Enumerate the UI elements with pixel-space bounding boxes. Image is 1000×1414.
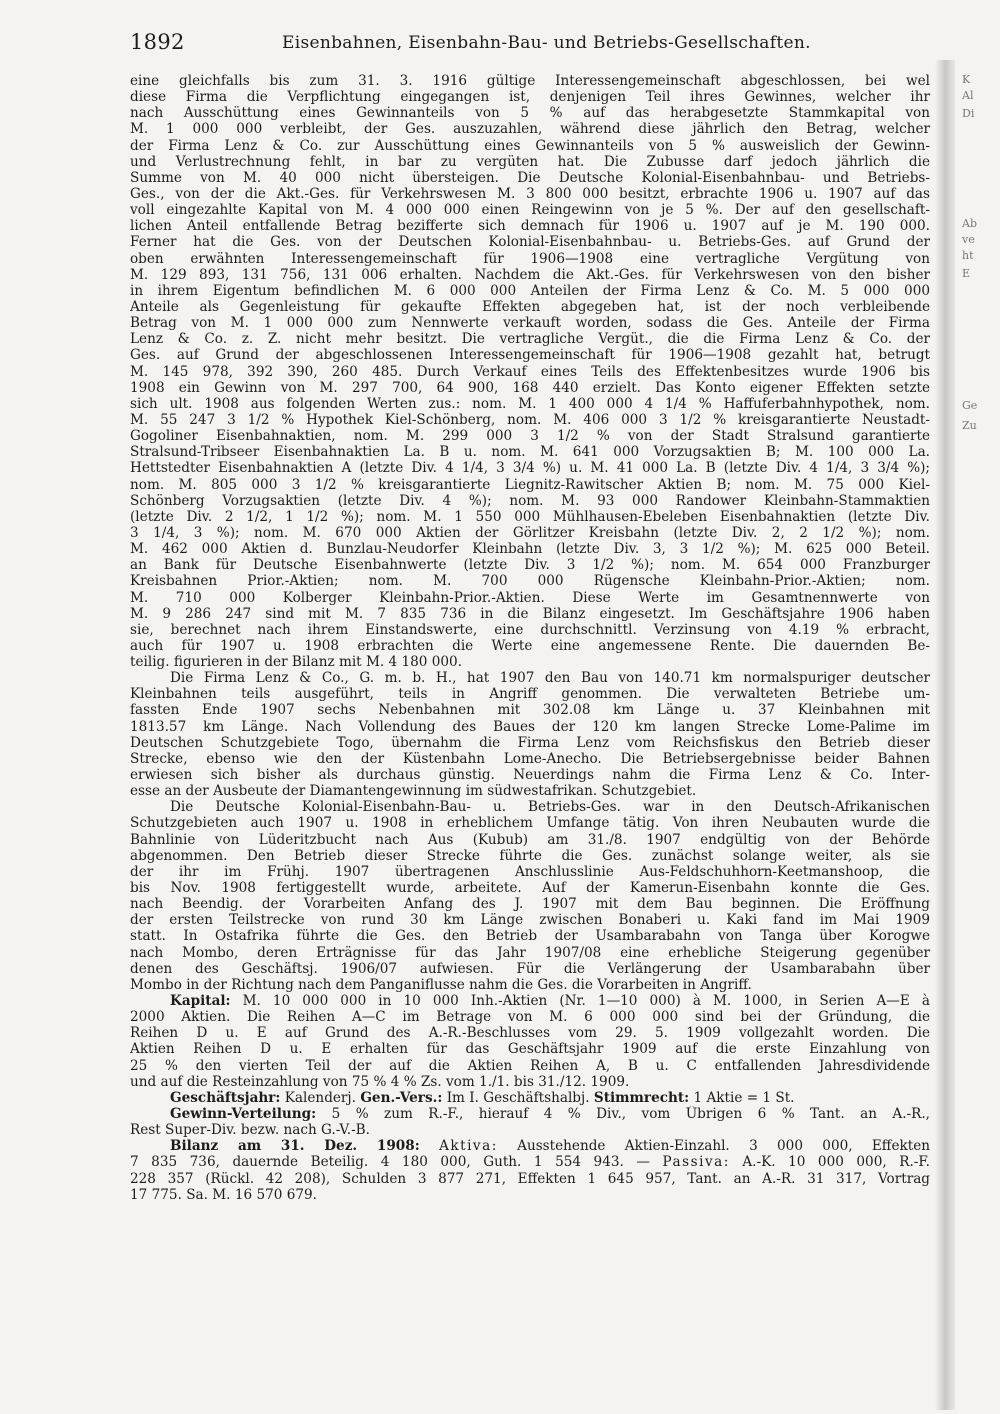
text-line: abgenommen. Den Betrieb dieser Strecke führte die Ges. zunächst solange weiter, als sie (130, 847, 930, 864)
text-line: M. 1 000 000 verbleibt, der Ges. auszuzahlen, während diese jährlich den Betrag, welcher (130, 121, 930, 138)
voting-rights-value: 1 Aktie = 1 St. (693, 1089, 795, 1106)
margin-fragment: Zu (962, 419, 977, 432)
text-line: der ersten Teilstrecke von rund 30 km Länge zwischen Bonaberi u. Kaki fand im Mai 1909 (130, 912, 930, 929)
text-line: nach Mombo, deren Erträgnisse für das Jahr 1907/08 eine erhebliche Steigerung gegenüber (130, 944, 930, 961)
text-line: Ges., von der die Akt.-Ges. für Verkehrswesen M. 3 800 000 besitzt, erbrachte 1906 u. 1907 auf das (130, 185, 930, 202)
page-header (130, 26, 930, 56)
margin-fragment: Di (962, 107, 975, 120)
text-line: und Verlustrechnung fehlt, in bar zu vergüten hat. Die Zubusse darf jedoch jährlich die (130, 153, 930, 170)
capital-text: M. 10 000 000 in 10 000 Inh.-Aktien (Nr. 1—10 000) à M. 1000, in Serien A—E à (242, 993, 930, 1010)
margin-fragment: Ab (962, 217, 977, 230)
text-line: oben erwähnten Interessengemeinschaft für 1906—1908 eine vertragliche Vergütung von (130, 250, 930, 267)
profit-distribution-line (130, 1106, 930, 1122)
fiscal-year-label: Geschäftsjahr: (170, 1089, 281, 1106)
balance-sheet-line (130, 1138, 930, 1154)
text-line: M. 145 978, 392 390, 260 485. Durch Verkauf eines Teils des Effektenbesitzes wurde 1906 bis (130, 363, 930, 380)
text-line: 1813.57 km Länge. Nach Vollendung des Baues der 120 km langen Strecke Lome-Palime im (130, 718, 930, 735)
text-line: nom. M. 805 000 3 1/2 % kreisgarantierte Liegnitz-Rawitscher Aktien B; nom. M. 75 000 Kiel- (130, 476, 930, 493)
text-line: Die Firma Lenz & Co., G. m. b. H., hat 1907 den Bau von 140.71 km normalspuriger deutscher (170, 670, 930, 687)
text-line: Schutzgebieten auch 1907 u. 1908 in erheblichem Umfange tätig. Von ihren Neubauten wurde die (130, 815, 930, 832)
running-title: Eisenbahnen, Eisenbahn-Bau- und Betriebs-Gesellschaften. (282, 33, 811, 53)
text-line: Mombo in der Richtung nach dem Panganiflusse nahm die Ges. die Vorarbeiten in Angriff. (130, 976, 752, 993)
text-line: denen des Geschäftsj. 1906/07 aufwiesen. Für die Verlängerung der Usambarabahn über (130, 960, 930, 977)
profit-distribution-label: Gewinn-Verteilung: (170, 1106, 317, 1122)
text-line: 1908 ein Gewinn von M. 297 700, 64 900, 168 440 erzielt. Das Konto eigener Effekten setzte (130, 379, 930, 396)
text-line: und auf die Resteinzahlung von 75 % 4 % Zs. vom 1./1. bis 31./12. 1909. (130, 1073, 630, 1090)
capital-label: Kapital: (170, 993, 231, 1010)
text-line: erwiesen sich bisher als durchaus günstig. Neuerdings nahm die Firma Lenz & Co. Inter- (130, 767, 930, 784)
adjacent-page-fragments (952, 70, 1000, 450)
text-line: Strecke, ebenso wie den der Küstenbahn Lome-Anecho. Die Betriebsergebnisse beider Bahnen (130, 750, 930, 767)
text-line: Kreisbahnen Prior.-Aktien; nom. M. 700 000 Rügensche Kleinbahn-Prior.-Aktien; nom. (130, 573, 930, 590)
liabilities-label: Passiva: (662, 1154, 730, 1171)
general-meeting-value: Im I. Geschäftshalbj. (446, 1089, 590, 1106)
text-line: 2000 Aktien. Die Reihen A—C im Betrage von M. 6 000 000 sind bei der Gründung, die (130, 1009, 930, 1026)
text-line: lichen Anteil entfallende Betrag bezifferte sich demnach für 1906 u. 1907 auf je M. 190 000. (130, 218, 930, 235)
margin-fragment: ve (962, 233, 975, 246)
margin-fragment: E (962, 267, 971, 280)
article-body (130, 73, 930, 1203)
fiscal-year-value: Kalenderj. (284, 1089, 356, 1106)
margin-fragment: Al (962, 89, 974, 102)
text-line: nach Ausschüttung eines Gewinnanteils von 5 % auf das herabgesetzte Stammkapital von (130, 105, 930, 122)
text-line: Ges. auf Grund der abgeschlossenen Interessengemeinschaft für 1906—1908 gezahlt hat, betrugt (130, 347, 930, 364)
text-line: M. 9 286 247 sind mit M. 7 835 736 in die Bilanz eingesetzt. Im Geschäftsjahre 1906 haben (130, 605, 930, 622)
fiscal-info-line (130, 1090, 930, 1106)
text-line: esse an der Ausbeute der Diamantengewinnung im südwestafrikan. Schutzgebiet. (130, 783, 697, 800)
text-line: Bahnlinie von Lüderitzbucht nach Aus (Kubub) am 31./8. 1907 endgültig von der Behörde (130, 831, 930, 848)
text-line: (letzte Div. 2 1/2, 1 1/2 %); nom. M. 1 550 000 Mühlhausen-Ebeleben Eisenbahnaktien (letzte Div. (130, 508, 930, 525)
margin-fragment: Ge (962, 399, 978, 412)
text-line: M. 710 000 Kolberger Kleinbahn-Prior.-Aktien. Diese Werte im Gesamtnennwerte von (130, 589, 930, 606)
text-line: in ihrem Eigentum befindlichen M. 6 000 000 Anteilen der Firma Lenz & Co. M. 5 000 000 (130, 282, 930, 299)
margin-fragment: ht (962, 249, 974, 262)
assets-text-cont: 7 835 736, dauernde Beteilig. 4 180 000, Guth. 1 554 943. — (130, 1154, 650, 1171)
text-line: fassten Ende 1907 sechs Nebenbahnen mit 302.08 km Länge u. 37 Kleinbahnen mit (130, 702, 930, 719)
text-line: Anteile als Gegenleistung für gekaufte Effekten abgegeben hat, ist der noch verbleibende (130, 298, 930, 315)
text-line: 25 % den vierten Teil der auf die Aktien Reihen A, B u. C entfallenden Jahresdividende (130, 1057, 930, 1074)
voting-rights-label: Stimmrecht: (593, 1089, 690, 1106)
text-line: Betrag von M. 1 000 000 zum Nennwerte verkauft worden, sodass die Ges. Anteile der Firma (130, 315, 930, 332)
text-line: Schönberg Vorzugsaktien (letzte Div. 4 %); nom. M. 93 000 Randower Kleinbahn-Stammaktien (130, 492, 930, 509)
text-line: Stralsund-Tribseer Eisenbahnaktien La. B u. nom. M. 641 000 Vorzugsaktien B; M. 100 000 La. (130, 444, 930, 461)
text-line: teilig. figurieren in der Bilanz mit M. 4 180 000. (130, 654, 463, 671)
profit-distribution-text: 5 % zum R.-F., hierauf 4 % Div., vom Übrigen 6 % Tant. an A.-R., (331, 1106, 930, 1122)
text-line: Hettstedter Eisenbahnaktien A (letzte Div. 4 1/4, 3 3/4 %) u. M. 41 000 La. B (letzte Div. 4 1/4, 3 3/4 %); (130, 460, 930, 477)
capital-section (130, 993, 930, 1009)
assets-label: Aktiva: (439, 1138, 498, 1155)
margin-fragment: K (962, 73, 971, 86)
text-line: 228 357 (Rückl. 42 208), Schulden 3 877 271, Effekten 1 645 957, Tant. an A.-R. 31 317, Vortrag (130, 1170, 930, 1187)
text-line: 17 775. Sa. M. 16 570 679. (130, 1186, 317, 1203)
text-line: nach Beendig. der Vorarbeiten Anfang des J. 1907 mit dem Bau beginnen. Die Eröffnung (130, 896, 930, 913)
text-line: eine gleichfalls bis zum 31. 3. 1916 gültige Interessengemeinschaft abgeschlossen, bei wel (130, 73, 930, 89)
assets-text: Ausstehende Aktien-Einzahl. 3 000 000, Effekten (517, 1138, 930, 1155)
text-line: bis Nov. 1908 fertiggestellt wurde, arbeitete. Auf der Kamerun-Eisenbahn konnte die Ges. (130, 880, 930, 897)
text-line: voll eingezahlte Kapital von M. 4 000 000 einen Reingewinn von je 5 %. Der auf den gesellschaft- (130, 202, 930, 219)
text-line: 3 1/4, 3 %); nom. M. 670 000 Aktien der Görlitzer Kreisbahn (letzte Div. 2, 2 1/2 %); nom. (130, 524, 930, 541)
text-line: Die Deutsche Kolonial-Eisenbahn-Bau- u. Betriebs-Ges. war in den Deutsch-Afrikanischen (170, 799, 930, 816)
text-line: Summe von M. 40 000 nicht übersteigen. Die Deutsche Kolonial-Eisenbahnbau- und Betriebs- (130, 169, 930, 186)
text-line: M. 55 247 3 1/2 % Hypothek Kiel-Schönberg, nom. M. 406 000 3 1/2 % kreisgarantierte Neustadt- (130, 411, 930, 428)
page-number: 1892 (130, 30, 185, 54)
text-line: Ferner hat die Ges. von der Deutschen Kolonial-Eisenbahnbau- u. Betriebs-Ges. auf Grund der (130, 234, 930, 251)
text-line: Gogoliner Eisenbahnaktien, nom. M. 299 000 3 1/2 % von der Stadt Stralsund garantierte (130, 428, 930, 445)
balance-sheet-line (130, 1154, 930, 1170)
text-line: Kleinbahnen teils ausgeführt, teils in Angriff genommen. Die verwalteten Betriebe um- (130, 686, 930, 703)
balance-sheet-label: Bilanz am 31. Dez. 1908: (170, 1138, 420, 1155)
text-line: diese Firma die Verpflichtung eingegangen ist, denjenigen Teil ihres Gewinnes, welcher ihr (130, 89, 930, 106)
text-line: Aktien Reihen D u. E erhalten für das Geschäftsjahr 1909 auf die erste Einzahlung von (130, 1041, 930, 1058)
text-line: M. 129 893, 131 756, 131 006 erhalten. Nachdem die Akt.-Ges. für Verkehrswesen von den bisher (130, 266, 930, 283)
text-line: Lenz & Co. z. Z. nicht mehr besitzt. Die vertragliche Vergüt., die die Firma Lenz & Co. der (130, 331, 930, 348)
text-line: der ihr im Frühj. 1907 übertragenen Anschlusslinie Aus-Feldschuhhorn-Keetmanshoop, die (130, 863, 930, 880)
text-line: an Bank für Deutsche Eisenbahnwerte (letzte Div. 3 1/2 %); nom. M. 654 000 Franzburger (130, 557, 930, 574)
text-line: der Firma Lenz & Co. zur Ausschüttung eines Gewinnanteils von 5 % ausweislich der Gewinn- (130, 137, 930, 154)
general-meeting-label: Gen.-Vers.: (360, 1089, 443, 1106)
text-line: sie, berechnet nach ihrem Einstandswerte, eine durchschnittl. Verzinsung von 4.19 % erbracht, (130, 621, 930, 638)
text-line: M. 462 000 Aktien d. Bunzlau-Neudorfer Kleinbahn (letzte Div. 3, 3 1/2 %); M. 625 000 Beteil. (130, 541, 930, 558)
text-line: sich ult. 1908 aus folgenden Werten zus.: nom. M. 1 400 000 4 1/4 % Haffuferbahnhypothek, nom. (130, 395, 930, 412)
text-line: Reihen D u. E auf Grund des A.-R.-Beschlusses vom 29. 5. 1909 vollgezahlt worden. Die (130, 1025, 930, 1042)
liabilities-text: A.-K. 10 000 000, R.-F. (742, 1154, 930, 1171)
text-line: Deutschen Schutzgebiete Togo, übernahm die Firma Lenz vom Reichsfiskus den Betrieb dieser (130, 734, 930, 751)
text-line: Rest Super-Div. bezw. nach G.-V.-B. (130, 1122, 370, 1139)
text-line: auch für 1907 u. 1908 erbrachten die Werte eine angemessene Rente. Die dauernden Be- (130, 637, 930, 654)
text-line: statt. In Ostafrika führte die Ges. den Betrieb der Usambarabahn von Tanga über Korogwe (130, 928, 930, 945)
